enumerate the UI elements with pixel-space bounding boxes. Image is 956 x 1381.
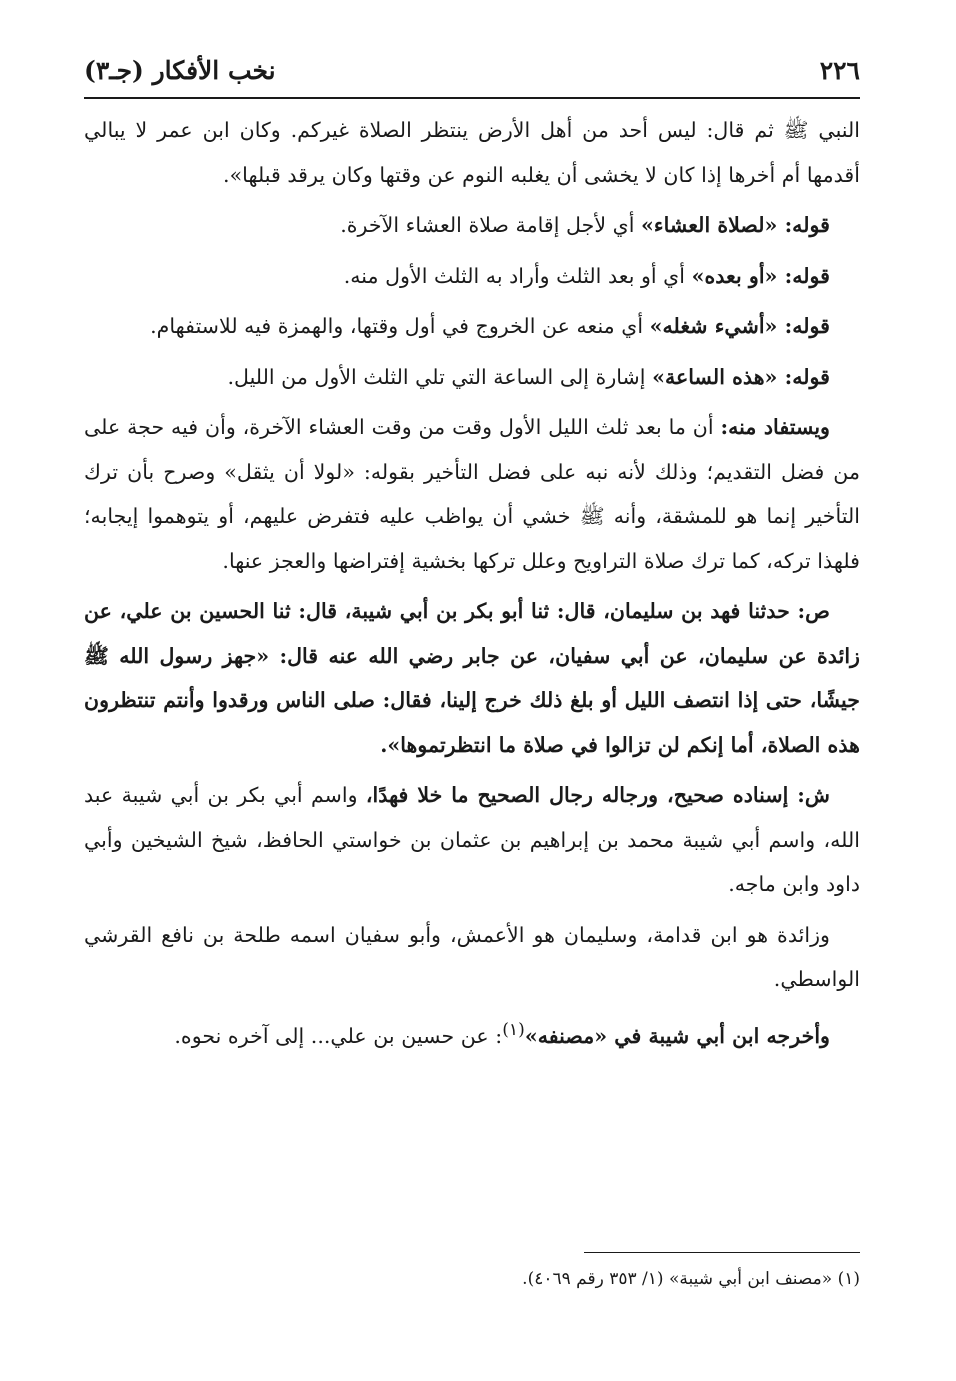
- paragraph-continuation: [84, 108, 860, 197]
- paragraph-commentary: [84, 254, 860, 299]
- header-rule: [84, 97, 860, 99]
- paragraph-commentary: [84, 304, 860, 349]
- paragraph-narrators: [84, 913, 860, 1002]
- paragraph-commentary: [84, 355, 860, 400]
- hadith-text: ص: حدثنا فهد بن سليمان، قال: ثنا أبو بكر بن أبي شيبة، قال: ثنا الحسين بن علي، عن زائدة عن سليمان، عن أبي سفيان، عن جابر رضي الله عنه قال: «جهز رسول الله ﷺ جيشًا، حتى إذا انتصف الليل أو بلغ ذلك خرج إلينا، فقال: صلى الناس ورقدوا وأنتم تنتظرون هذه الصلاة، أما إنكم لن تزالوا في صلاة ما انتظرتموها».: [84, 599, 860, 757]
- running-header: [84, 48, 860, 92]
- commentary-text: إشارة إلى الساعة التي تلي الثلث الأول من الليل.: [227, 364, 653, 389]
- text-line: النبي ﷺ ثم قال: ليس أحد من أهل الأرض ينتظر الصلاة غيركم. وكان ابن عمر: [157, 118, 861, 142]
- narrators-text: وزائدة هو ابن قدامة، وسليمان هو الأعمش، وأبو سفيان اسمه طلحة بن نافع القرشي الواسطي.: [84, 922, 860, 991]
- commentary-text: أي لأجل إقامة صلاة العشاء الآخرة.: [340, 213, 642, 237]
- paragraph-hadith: [84, 589, 860, 767]
- paragraph-benefit: [84, 405, 860, 583]
- book-title: نخب الأفكار (جـ٣): [84, 55, 276, 85]
- text-line: لا يبالي أقدمها أم أخرها إذا كان لا يخشى أن يغلبه النوم عن وقتها وكان يرقد قبلها».: [84, 118, 860, 187]
- paragraph-source: [84, 1008, 860, 1058]
- commentary-keyword: قوله: «هذه الساعة»: [652, 364, 830, 389]
- paragraph-isnad: [84, 773, 860, 907]
- commentary-text: أي منعه عن الخروج في أول وقتها، والهمزة فيه للاستفهام.: [150, 314, 650, 338]
- commentary-text: أي أو بعد الثلث وأراد به الثلث الأول منه.: [343, 263, 692, 288]
- page-number: ٢٢٦: [819, 55, 860, 85]
- footnote: (١) «مصنف ابن أبي شيبة» (١/ ٣٥٣ رقم ٤٠٦٩).: [522, 1269, 860, 1289]
- paragraph-commentary: [84, 203, 860, 248]
- source-keyword: وأخرجه ابن أبي شيبة في «مصنفه»: [524, 1023, 830, 1048]
- isnad-text: واسم أبي بكر بن أبي شيبة عبد الله، واسم أبي شيبة محمد بن إبراهيم بن عثمان بن خواستي الحافظ، شيخ الشيخين وأبي داود وابن ماجه.: [84, 783, 860, 896]
- footnote-marker: (١): [502, 1019, 525, 1040]
- footnote-rule: [584, 1252, 860, 1253]
- isnad-keyword: ش: إسناده صحيح، ورجاله رجال الصحيح ما خلا فهدًا،: [365, 783, 830, 807]
- benefit-keyword: ويستفاد منه:: [720, 415, 830, 439]
- commentary-keyword: قوله: «أشيء شغله»: [649, 314, 830, 338]
- commentary-keyword: قوله: «لصلاة العشاء»: [641, 213, 830, 237]
- benefit-text: أن ما بعد ثلث الليل الأول وقت من وقت العشاء الآخرة، وأن فيه حجة على من فضل التقديم؛ وذلك لأنه نبه على فضل التأخير بقوله: «لولا أن يثقل» وصرح بأن ترك التأخير إنما هو للمشقة، وأنه ﷺ خشي أن يواظب عليه فتفرض عليهم، أو يتوهموا إيجابه؛ فلهذا تركه، كما ترك صلاة التراويح وعلل تركها بخشية إفتراضها والعجز عنها.: [84, 415, 860, 573]
- body-text: [84, 108, 860, 1058]
- commentary-keyword: قوله: «أو بعده»: [691, 263, 830, 288]
- source-text: : عن حسين بن علي... إلى آخره نحوه.: [174, 1023, 503, 1048]
